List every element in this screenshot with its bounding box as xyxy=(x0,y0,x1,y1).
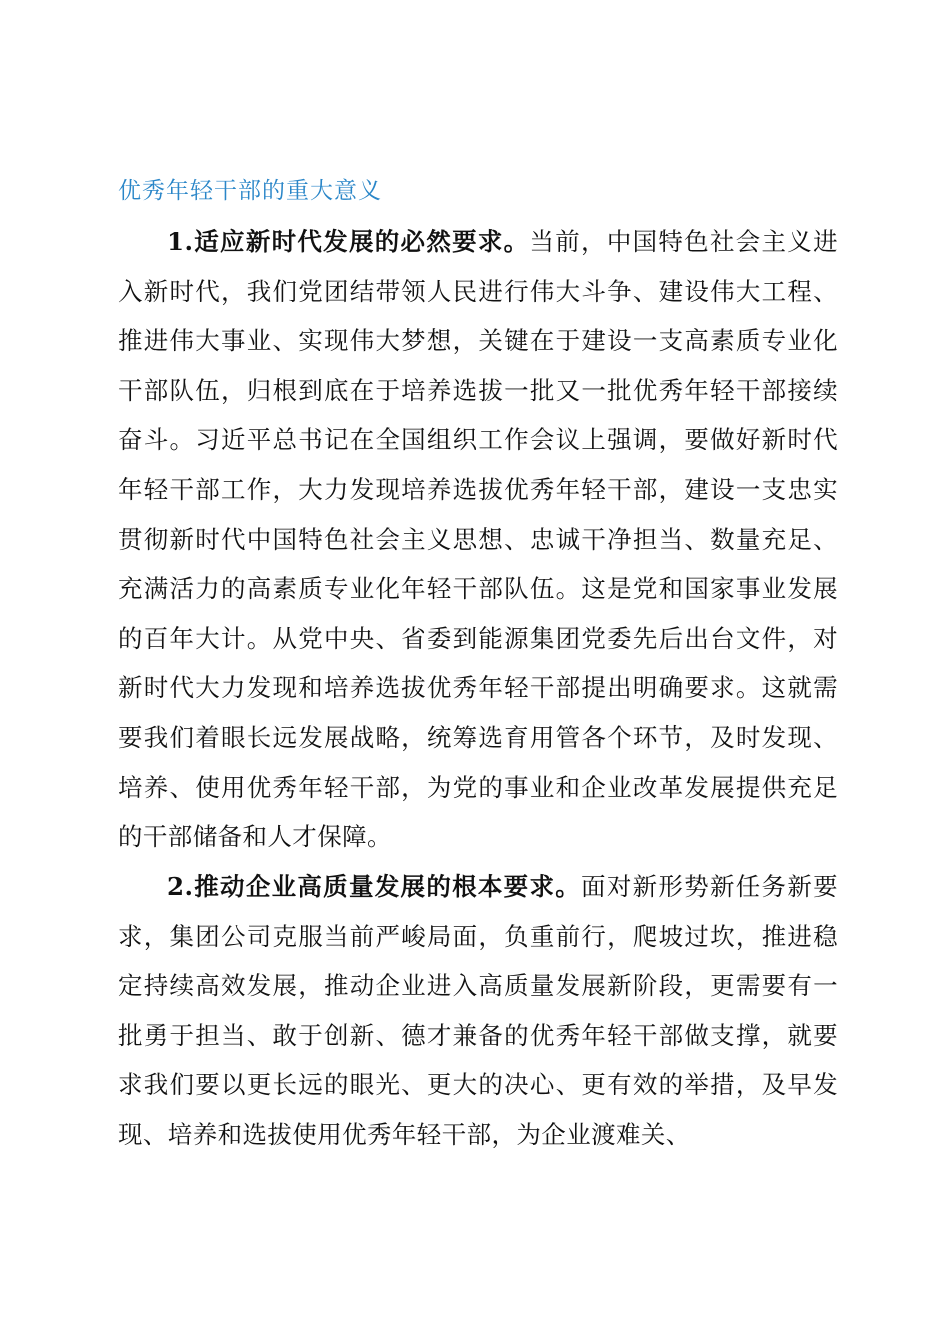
paragraph-2-body: 面对新形势新任务新要求，集团公司克服当前严峻局面，负重前行，爬坡过坎，推进稳定持续高效发展，推动企业进入高质量发展新阶段，更需要有一批勇于担当、敢于创新、德才兼备的优秀年轻干部做支撑，就要求我们要以更长远的眼光、更大的决心、更有效的举措，及早发现、培养和选拔使用优秀年轻干部，为企业渡难关、 xyxy=(118,872,839,1149)
paragraph-1-lead: 1.适应新时代发展的必然要求。 xyxy=(167,227,530,256)
paragraph-2-lead: 2.推动企业高质量发展的根本要求。 xyxy=(167,872,582,901)
paragraph-2 xyxy=(118,862,838,1160)
section-heading: 优秀年轻干部的重大意义 xyxy=(118,178,382,204)
paragraph-1-body: 当前，中国特色社会主义进入新时代，我们党团结带领人民进行伟大斗争、建设伟大工程、推进伟大事业、实现伟大梦想，关键在于建设一支高素质专业化干部队伍，归根到底在于培养选拔一批又一批优秀年轻干部接续奋斗。习近平总书记在全国组织工作会议上强调，要做好新时代年轻干部工作，大力发现培养选拔优秀年轻干部，建设一支忠实贯彻新时代中国特色社会主义思想、忠诚干净担当、数量充足、充满活力的高素质专业化年轻干部队伍。这是党和国家事业发展的百年大计。从党中央、省委到能源集团党委先后出台文件，对新时代大力发现和培养选拔优秀年轻干部提出明确要求。这就需要我们着眼长远发展战略，统筹选育用管各个环节，及时发现、培养、使用优秀年轻干部，为党的事业和企业改革发展提供充足的干部储备和人才保障。 xyxy=(118,227,838,852)
paragraph-1 xyxy=(118,217,838,862)
